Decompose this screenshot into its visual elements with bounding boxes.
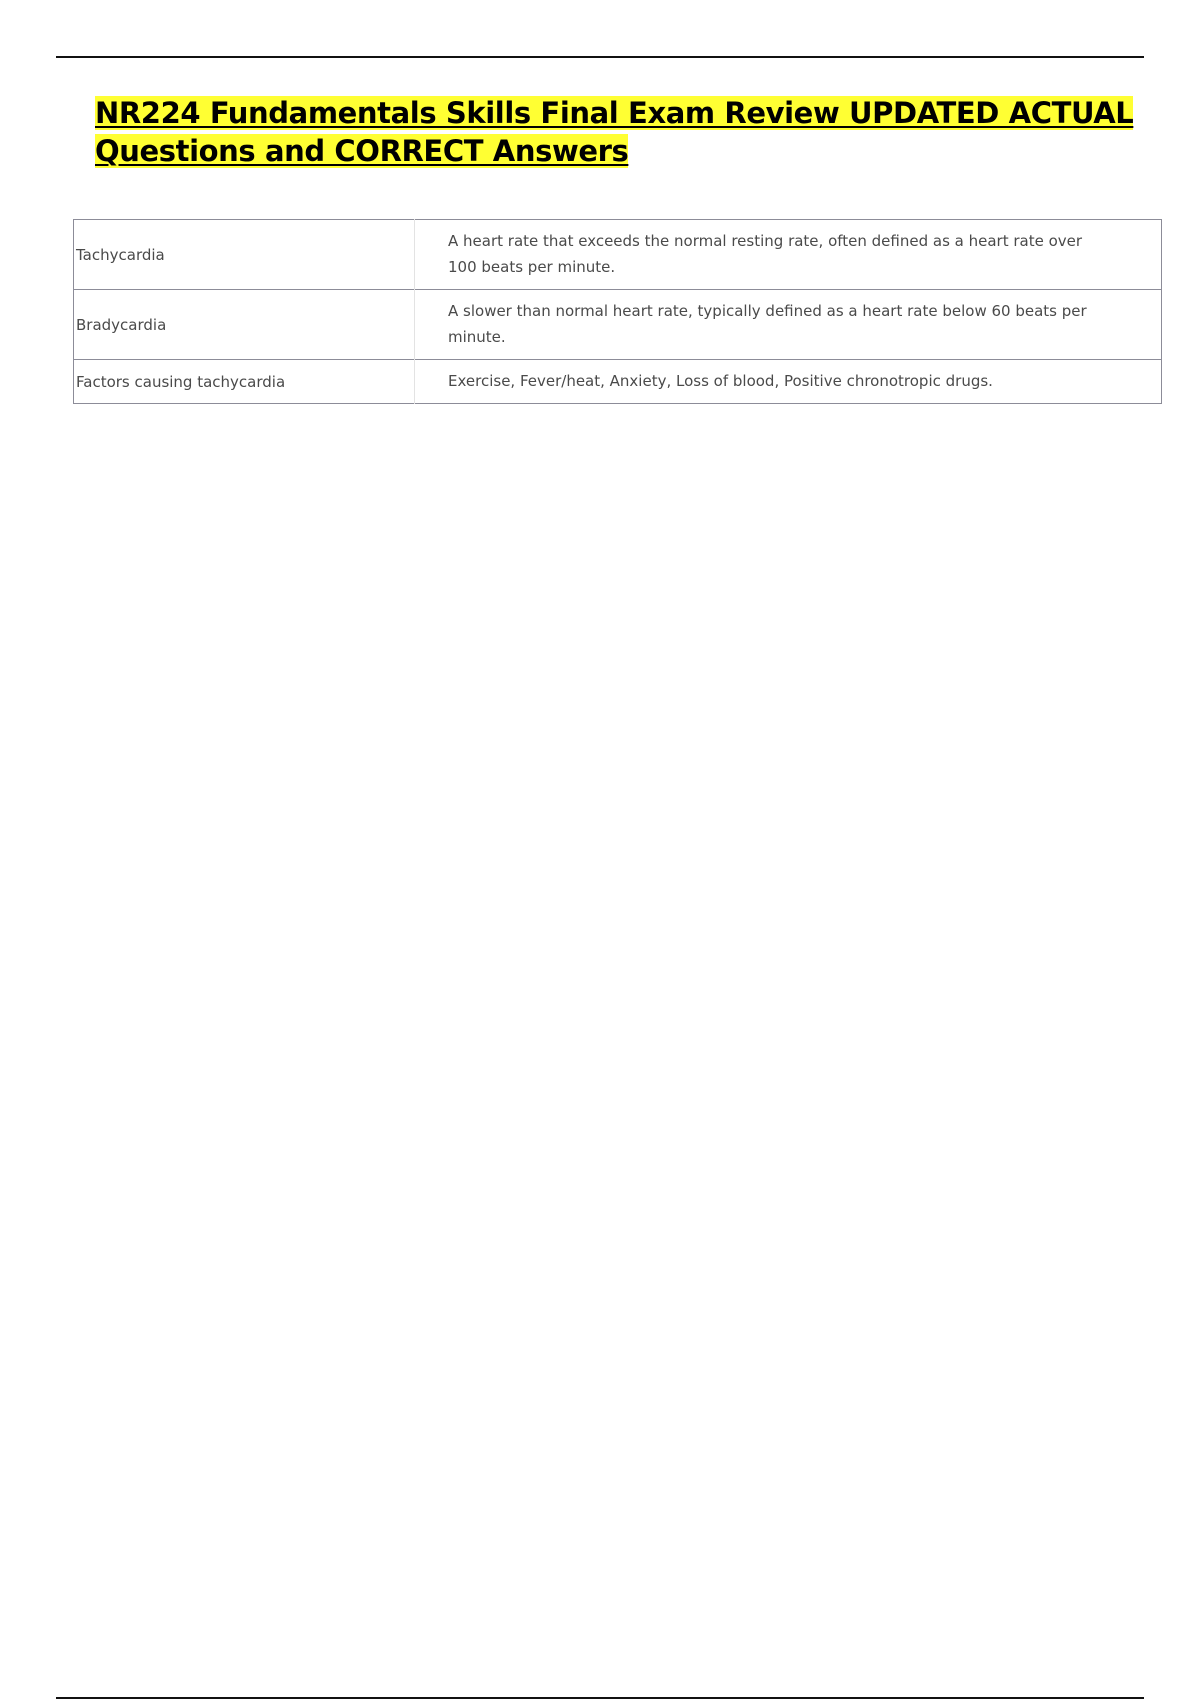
term-cell: Tachycardia	[74, 220, 415, 290]
title-line-1: NR224 Fundamentals Skills Final Exam Review UPDATED ACTUAL	[95, 96, 1134, 130]
table-row	[74, 290, 1162, 360]
definition-line: Exercise, Fever/heat, Anxiety, Loss of blood, Positive chronotropic drugs.	[448, 371, 993, 390]
definition-cell	[415, 290, 1162, 360]
page-title	[95, 94, 1134, 170]
header-divider	[56, 56, 1144, 58]
definition-line: minute.	[448, 327, 506, 346]
definition-line: A slower than normal heart rate, typically defined as a heart rate below 60 beats per	[448, 301, 1087, 320]
table-row	[74, 220, 1162, 290]
title-line-2: Questions and CORRECT Answers	[95, 134, 629, 168]
qa-table	[73, 219, 1162, 404]
table-row	[74, 360, 1162, 404]
footer-divider	[56, 1697, 1144, 1699]
definition-line: A heart rate that exceeds the normal resting rate, often defined as a heart rate over	[448, 231, 1083, 250]
definition-line: 100 beats per minute.	[448, 257, 616, 276]
definition-cell	[415, 360, 1162, 404]
term-cell: Bradycardia	[74, 290, 415, 360]
term-cell: Factors causing tachycardia	[74, 360, 415, 404]
definition-cell	[415, 220, 1162, 290]
